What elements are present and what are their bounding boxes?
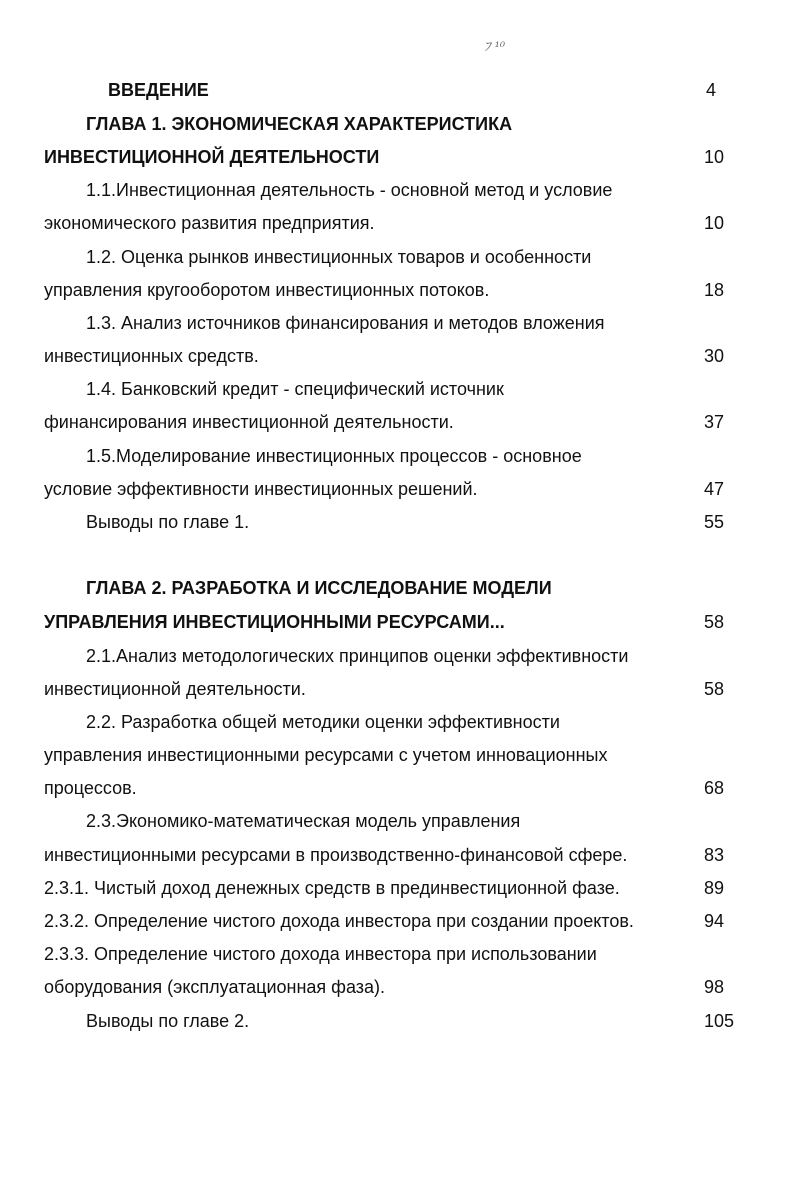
- toc-section-1-2: управления кругооборотом инвестиционных потоков.: [44, 280, 490, 300]
- toc-section-2-2-page: 68: [704, 778, 725, 798]
- toc-section-2-2: 2.2. Разработка общей методики оценки эффективности: [86, 712, 560, 732]
- toc-section-1-4: 1.4. Банковский кредит - специфический источник: [86, 379, 504, 399]
- toc-section-2-3-1-page: 89: [704, 878, 725, 898]
- toc-section-1-1-page: 10: [704, 213, 725, 233]
- toc-section-2-2: управления инвестиционными ресурсами с учетом инновационных: [44, 745, 608, 765]
- toc-section-1-2-page: 18: [704, 280, 725, 300]
- toc-chapter2-title: ГЛАВА 2. РАЗРАБОТКА И ИССЛЕДОВАНИЕ МОДЕЛИ: [86, 578, 552, 598]
- toc-section-2-2: процессов.: [44, 778, 137, 798]
- toc-chapter1-page: 10: [704, 147, 725, 167]
- toc-section-1-3: 1.3. Анализ источников финансирования и методов вложения: [86, 313, 605, 333]
- toc-section-1-5: 1.5.Моделирование инвестиционных процессов - основное: [86, 446, 582, 466]
- toc-section-2-3: инвестиционными ресурсами в производственно-финансовой сфере.: [44, 845, 628, 865]
- toc-intro: ВВЕДЕНИЕ: [108, 80, 209, 100]
- toc-section-1-2: 1.2. Оценка рынков инвестиционных товаров и особенности: [86, 247, 592, 267]
- toc-chapter2-title: УПРАВЛЕНИЯ ИНВЕСТИЦИОННЫМИ РЕСУРСАМИ...: [44, 612, 505, 632]
- toc-section-2-3-1: 2.3.1. Чистый доход денежных средств в прединвестиционной фазе.: [44, 878, 620, 898]
- toc-conclusions-1-page: 55: [704, 512, 725, 532]
- toc-section-1-5: условие эффективности инвестиционных решений.: [44, 479, 478, 499]
- toc-section-2-1-page: 58: [704, 679, 725, 699]
- toc-conclusions-1: Выводы по главе 1.: [86, 512, 250, 532]
- toc-section-1-1: экономического развития предприятия.: [44, 213, 375, 233]
- toc-chapter1-title: ИНВЕСТИЦИОННОЙ ДЕЯТЕЛЬНОСТИ: [44, 147, 380, 167]
- toc-section-1-5-page: 47: [704, 479, 725, 499]
- toc-conclusions-2: Выводы по главе 2.: [86, 1011, 250, 1031]
- toc-chapter2-page: 58: [704, 612, 725, 632]
- toc-section-2-3-page: 83: [704, 845, 725, 865]
- toc-intro-page: 4: [706, 80, 717, 100]
- toc-section-1-1: 1.1.Инвестиционная деятельность - основной метод и условие: [86, 180, 613, 200]
- toc-section-1-4-page: 37: [704, 412, 725, 432]
- handwritten-page-mark: ﾌ ¹⁰: [484, 40, 506, 55]
- toc-chapter1-title: ГЛАВА 1. ЭКОНОМИЧЕСКАЯ ХАРАКТЕРИСТИКА: [86, 114, 513, 134]
- toc-section-2-1: инвестиционной деятельности.: [44, 679, 306, 699]
- toc-conclusions-2-page: 105: [704, 1011, 735, 1031]
- toc-section-2-3-2-page: 94: [704, 911, 725, 931]
- toc-section-1-4: финансирования инвестиционной деятельности.: [44, 412, 454, 432]
- toc-section-2-3-3-page: 98: [704, 977, 725, 997]
- toc-section-2-3-2: 2.3.2. Определение чистого дохода инвестора при создании проектов.: [44, 911, 634, 931]
- toc-section-2-3: 2.3.Экономико-математическая модель управления: [86, 811, 521, 831]
- toc-section-2-3-3: оборудования (эксплуатационная фаза).: [44, 977, 386, 997]
- toc-section-2-1: 2.1.Анализ методологических принципов оценки эффективности: [86, 646, 629, 666]
- toc-section-1-3-page: 30: [704, 346, 725, 366]
- toc-section-2-3-3: 2.3.3. Определение чистого дохода инвестора при использовании: [44, 944, 597, 964]
- toc-section-1-3: инвестиционных средств.: [44, 346, 259, 366]
